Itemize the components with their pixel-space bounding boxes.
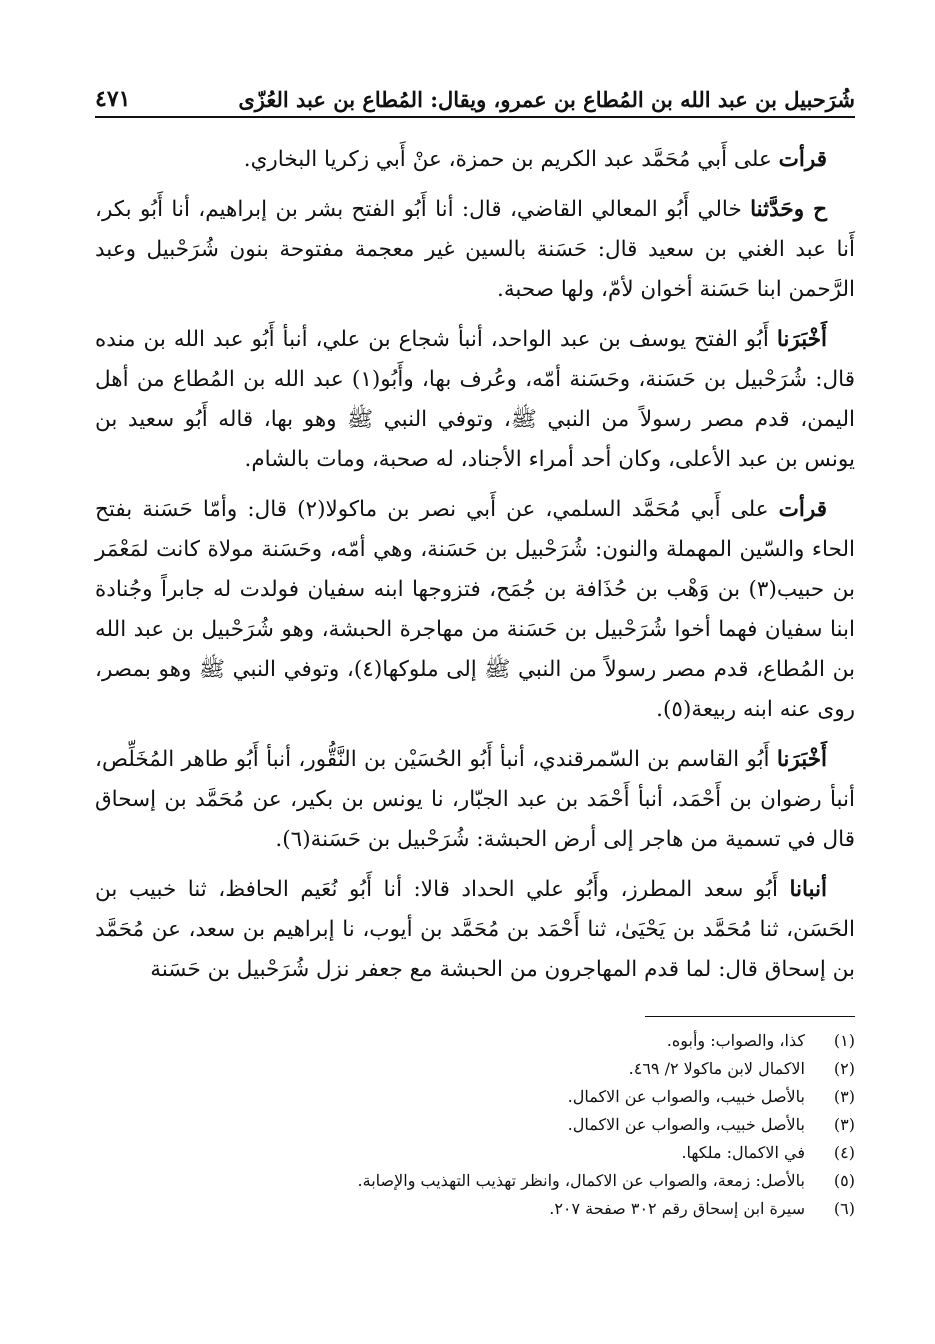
paragraph-text: خالي أَبُو المعالي القاضي، قال: أنا أَبُو الفتح بشر بن إبراهيم، أنا أَبُو بكر، أَنا عبد الغني بن سعيد قال: حَسَنة بالسين غير معجمة مفتوحة بنون شُرَحْبيل وعبد الرَّحمن ابنا حَسَنة أخوان لأمّ، ولها صحبة. <box>95 197 855 302</box>
footnote-number: (٣) <box>833 1115 855 1134</box>
page-number: ٤٧١ <box>95 86 131 112</box>
footnote-text: سيرة ابن إسحاق رقم ٣٠٢ صفحة ٢٠٧. <box>549 1199 805 1218</box>
paragraph-text: على أَبي مُحَمَّد عبد الكريم بن حمزة، عنْ أَبي زكريا البخاري. <box>243 147 779 172</box>
paragraph-lead: أنبانا <box>789 877 827 902</box>
footnote-number: (٤) <box>833 1143 855 1162</box>
footnote-number: (٣) <box>833 1087 855 1106</box>
paragraph-lead: أَخْبَرَنا <box>776 747 827 772</box>
paragraph <box>95 320 855 480</box>
main-text <box>95 140 855 990</box>
paragraph <box>95 140 855 180</box>
footnote <box>95 1167 855 1195</box>
paragraph <box>95 870 855 990</box>
header-title: شُرَحبيل بن عبد الله بن المُطاع بن عمرو، ويقال: المُطاع بن عبد العُزّى <box>238 87 855 112</box>
paragraph-lead: قرأت <box>778 497 827 522</box>
footnote-number: (٥) <box>833 1171 855 1190</box>
paragraph-lead: أَخْبَرَنا <box>776 327 827 352</box>
footnote-number: (٦) <box>833 1199 855 1218</box>
footnote-text: كذا، والصواب: وأبوه. <box>666 1031 805 1050</box>
paragraph-text: أَبُو سعد المطرز، وأَبُو علي الحداد قالا: أنا أَبُو نُعَيم الحافظ، ثنا خبيب بن الحَسَن، ثنا مُحَمَّد بن يَحْيَىٰ، ثنا أَحْمَد بن مُحَمَّد بن أيوب، نا إبراهيم بن سعد، عن مُحَمَّد بن إسحاق قال: لما قدم المهاجرون من الحبشة مع جعفر نزل شُرَحْبيل بن حَسَنة <box>95 877 855 982</box>
paragraph <box>95 190 855 310</box>
paragraph <box>95 490 855 730</box>
footnote <box>95 1195 855 1223</box>
footnote <box>95 1083 855 1111</box>
footnote <box>95 1055 855 1083</box>
running-header <box>95 60 855 118</box>
paragraph-lead: ح وحَدَّثنا <box>750 197 827 222</box>
footnote-text: الاكمال لابن ماكولا ٢/ ٤٦٩. <box>628 1059 805 1078</box>
footnote-text: بالأصل خبيب، والصواب عن الاكمال. <box>567 1087 805 1106</box>
footnote <box>95 1111 855 1139</box>
footnote-text: في الاكمال: ملكها. <box>681 1143 805 1162</box>
book-page <box>95 60 855 1330</box>
footnote <box>95 1027 855 1055</box>
paragraph-text: أَبُو الفتح يوسف بن عبد الواحد، أنبأ شجاع بن علي، أنبأ أَبُو عبد الله بن منده قال: شُرَحْبيل بن حَسَنة، وحَسَنة أمّه، وعُرف بها، وأَبُو(١) عبد الله بن المُطاع من أهل اليمن، قدم مصر رسولاً من النبي ﷺ، وتوفي النبي ﷺ وهو بها، قاله أَبُو سعيد بن يونس بن عبد الأعلى، وكان أحد أمراء الأجناد، له صحبة، ومات بالشام. <box>95 327 855 472</box>
footnote-text: بالأصل خبيب، والصواب عن الاكمال. <box>567 1115 805 1134</box>
footnote-text: بالأصل: زمعة، والصواب عن الاكمال، وانظر تهذيب التهذيب والإصابة. <box>357 1171 805 1190</box>
footnote <box>95 1139 855 1167</box>
paragraph-text: أَبُو القاسم بن السّمرقندي، أنبأ أَبُو الحُسَيْن بن النَّقُّور، أنبأ أَبُو طاهر المُخَلِّص، أنبأ رضوان بن أَحْمَد، أنبأ أَحْمَد بن عبد الجبّار، نا يونس بن بكير، عن مُحَمَّد بن إسحاق قال في تسمية من هاجر إلى أرض الحبشة: شُرَحْبيل بن حَسَنة(٦). <box>95 747 855 852</box>
paragraph <box>95 740 855 860</box>
footnote-number: (١) <box>833 1031 855 1050</box>
paragraph-text: على أَبي مُحَمَّد السلمي، عن أَبي نصر بن ماكولا(٢) قال: وأمّا حَسَنة بفتح الحاء والسّين المهملة والنون: شُرَحْبيل بن حَسَنة، وهي أمّه، وحَسَنة مولاة كانت لمَعْمَر بن حبيب(٣) بن وَهْب بن حُذَافة بن جُمَح، فتزوجها ابنه سفيان فولدت له جابراً وجُنادة ابنا سفيان فهما أخوا شُرَحْبيل بن حَسَنة من مهاجرة الحبشة، وهو شُرَحْبيل بن عبد الله بن المُطاع، قدم مصر رسولاً من النبي ﷺ إلى ملوكها(٤)، وتوفي النبي ﷺ وهو بمصر، روى عنه ابنه ربيعة(٥). <box>95 497 856 722</box>
footnotes <box>95 1027 855 1223</box>
paragraph-lead: قرأت <box>778 147 827 172</box>
footnote-number: (٢) <box>833 1059 855 1078</box>
footnote-divider <box>645 1016 855 1017</box>
